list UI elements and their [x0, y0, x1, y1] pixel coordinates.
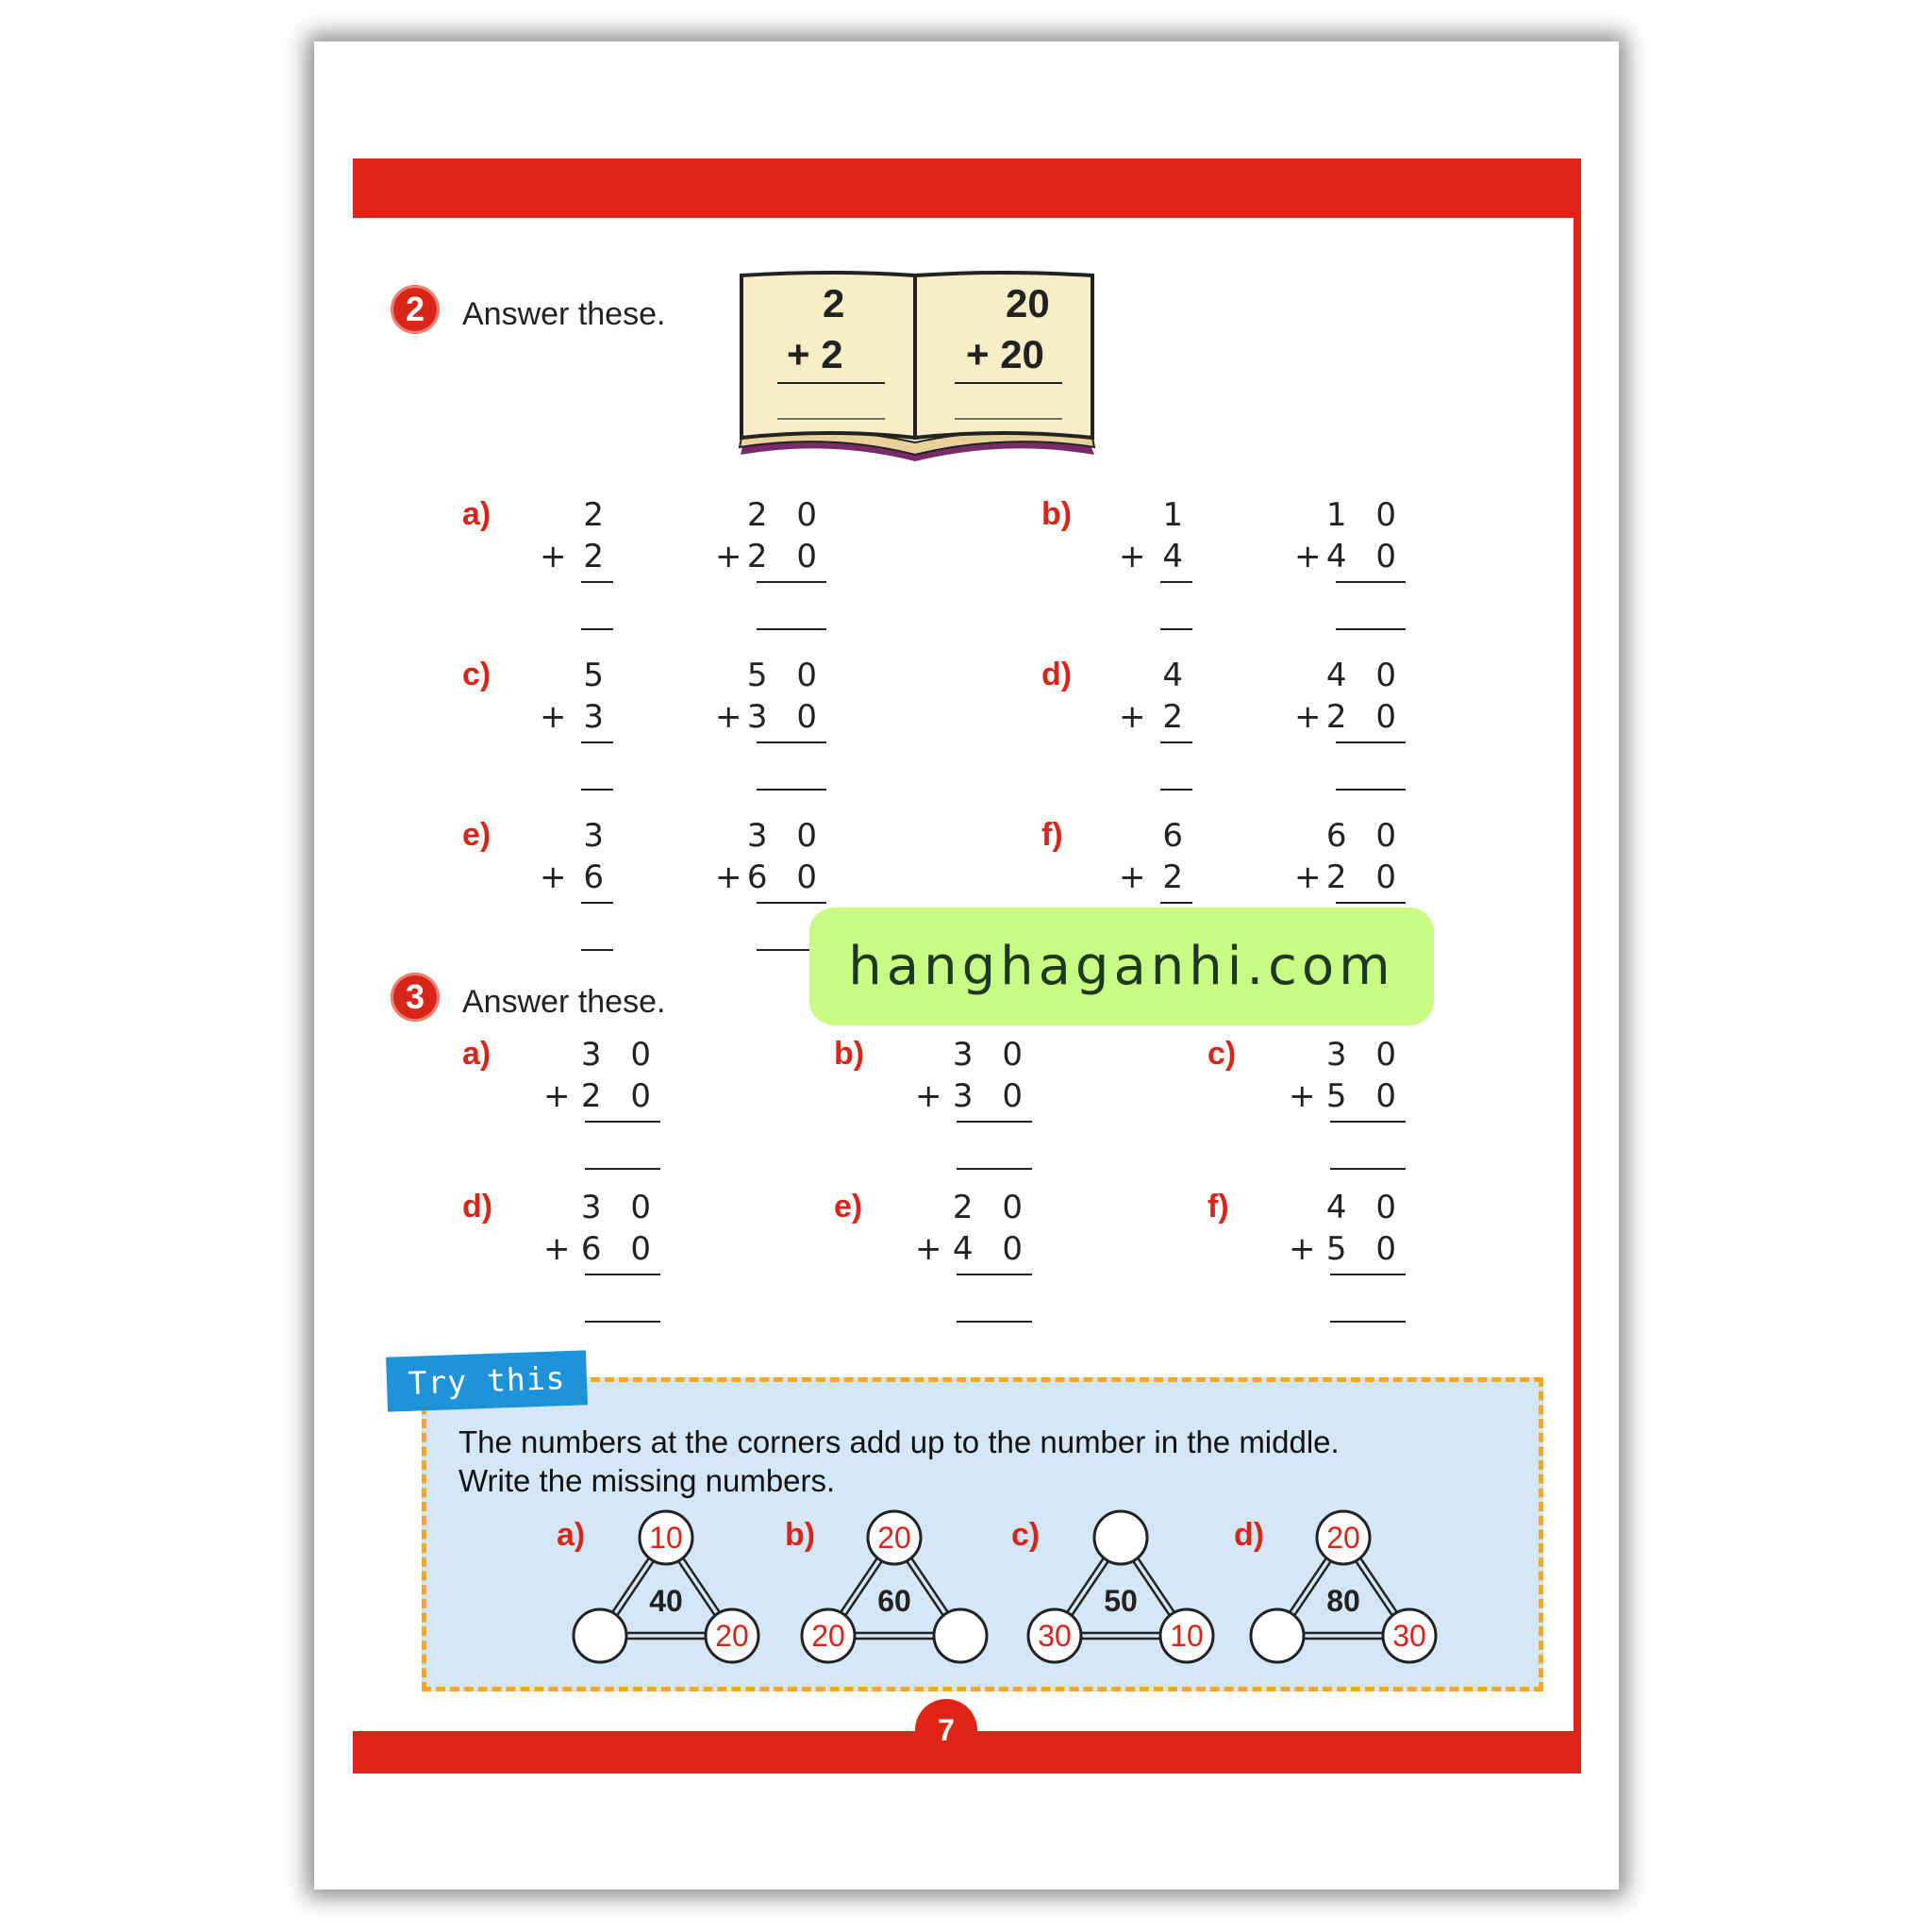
question-2-label-b: b): [1041, 496, 1073, 532]
question-3-sum-line: [1330, 1274, 1406, 1275]
example-right-bottom: + 20: [966, 332, 1044, 376]
question-2-label-c: c): [462, 657, 491, 692]
question-3-sum-line: [957, 1274, 1032, 1275]
question-2-big-sum-top: 3 0: [746, 817, 826, 855]
question-2-small-sum-line: [1160, 741, 1192, 743]
triangle-top-corner-value: 10: [649, 1521, 683, 1555]
question-3-label-e: e): [834, 1189, 863, 1224]
question-2-small-sum-answer-line: [1160, 628, 1192, 630]
question-2-big-sum-answer-line: [757, 628, 826, 630]
question-2-small-sum-bottom: 2: [583, 538, 613, 575]
question-2-small-sum-answer-line: [581, 949, 613, 951]
triangle-label: a): [557, 1517, 586, 1553]
triangle-right-corner[interactable]: [934, 1609, 987, 1662]
triangle-puzzle: [800, 1507, 989, 1668]
question-2-small-sum-answer-line: [581, 628, 613, 630]
example-book-image: [736, 268, 1100, 466]
question-2-big-sum-plus-sign: +: [715, 538, 742, 575]
question-2-small-sum-bottom: 2: [1162, 698, 1192, 736]
question-2-big-sum: [715, 657, 826, 760]
question-2-small-sum-top: 3: [583, 817, 613, 855]
top-banner: [353, 158, 1581, 218]
question-3-sum-top: 3 0: [580, 1189, 660, 1226]
question-2-big-sum-answer-line: [757, 789, 826, 791]
question-3-label-f: f): [1208, 1189, 1229, 1224]
example-left-top: 2: [823, 281, 845, 325]
question-3-sum: [1289, 1036, 1406, 1140]
question-2-big-sum-line: [1336, 741, 1406, 743]
question-3-sum-top: 2 0: [952, 1189, 1032, 1226]
question-2-big-sum: [1294, 496, 1406, 600]
question-3-prompt: Answer these.: [462, 984, 666, 1020]
question-3-sum-plus-sign: +: [915, 1230, 942, 1268]
question-2-label-a: a): [462, 496, 491, 532]
question-2-small-sum: [540, 496, 613, 600]
question-2-small-sum: [540, 657, 613, 760]
question-3-sum: [543, 1189, 660, 1292]
question-2-big-sum-line: [757, 581, 826, 583]
question-2-big-sum-bottom: 6 0: [746, 858, 826, 896]
question-2-big-sum-top: 2 0: [746, 496, 826, 534]
question-3-sum-top: 3 0: [580, 1036, 660, 1074]
question-2-big-sum-bottom: 4 0: [1325, 538, 1406, 575]
question-3-label-b: b): [834, 1036, 865, 1072]
question-2-small-sum-line: [581, 741, 613, 743]
question-2-big-sum-top: 4 0: [1325, 657, 1406, 694]
question-3-sum-answer-line: [1330, 1321, 1406, 1323]
question-2-big-sum-plus-sign: +: [1294, 538, 1322, 575]
try-this-tab: Try this: [386, 1350, 588, 1411]
question-2-small-sum: [1119, 817, 1192, 921]
question-2-big-sum-line: [757, 741, 826, 743]
question-2-big-sum-line: [757, 902, 826, 904]
question-2-label-f: f): [1041, 817, 1063, 853]
question-2-small-sum-top: 5: [583, 657, 613, 694]
question-3-label-a: a): [462, 1036, 491, 1072]
question-2-big-sum: [1294, 657, 1406, 760]
question-2-big-sum-bottom: 2 0: [746, 538, 826, 575]
question-3-sum-answer-line: [957, 1321, 1032, 1323]
question-2-big-sum-bottom: 2 0: [1325, 858, 1406, 896]
question-3-sum: [543, 1036, 660, 1140]
question-2-small-sum-top: 4: [1162, 657, 1192, 694]
question-3-sum-line: [1330, 1121, 1406, 1123]
triangle-left-corner[interactable]: [1251, 1609, 1304, 1662]
question-3-sum: [1289, 1189, 1406, 1292]
question-3-sum-plus-sign: +: [1289, 1077, 1316, 1115]
question-2-big-sum-top: 1 0: [1325, 496, 1406, 534]
question-3-sum-bottom: 6 0: [580, 1230, 660, 1268]
triangle-left-corner-value: 20: [811, 1619, 845, 1653]
question-3-sum-bottom: 4 0: [952, 1230, 1032, 1268]
question-2-big-sum: [715, 817, 826, 921]
question-2-small-sum-plus-sign: +: [1119, 538, 1146, 575]
question-2-small-sum-plus-sign: +: [1119, 698, 1146, 736]
example-left-bottom: + 2: [787, 332, 843, 376]
question-2-small-sum-top: 1: [1162, 496, 1192, 534]
triangle-puzzle: [1249, 1507, 1438, 1668]
question-2-small-sum-answer-line: [581, 789, 613, 791]
question-2-big-sum: [715, 496, 826, 600]
triangle-top-corner[interactable]: [1094, 1511, 1147, 1564]
watermark-banner: hanghaganhi.com: [809, 908, 1434, 1025]
question-3-sum-answer-line: [585, 1168, 660, 1170]
question-2-big-sum-plus-sign: +: [1294, 698, 1322, 736]
triangle-middle-value: 40: [649, 1584, 683, 1618]
question-3-label-d: d): [462, 1189, 493, 1224]
triangle-right-corner-value: 10: [1170, 1619, 1204, 1653]
question-3-sum-plus-sign: +: [543, 1230, 571, 1268]
try-this-instruction-1: The numbers at the corners add up to the number in the middle.: [458, 1424, 1340, 1459]
question-2-big-sum-line: [1336, 581, 1406, 583]
question-2-big-sum-plus-sign: +: [715, 858, 742, 896]
page-number: 7: [918, 1702, 974, 1758]
question-3-sum-line: [585, 1121, 660, 1123]
question-3-sum-plus-sign: +: [1289, 1230, 1316, 1268]
question-2-small-sum-line: [1160, 902, 1192, 904]
question-2-prompt: Answer these.: [462, 296, 666, 332]
question-2-big-sum-bottom: 2 0: [1325, 698, 1406, 736]
question-3-sum-line: [957, 1121, 1032, 1123]
triangle-right-corner-value: 20: [715, 1619, 749, 1653]
question-2-big-sum-answer-line: [1336, 789, 1406, 791]
triangle-middle-value: 60: [877, 1584, 911, 1618]
question-3-sum-plus-sign: +: [915, 1077, 942, 1115]
triangle-top-corner-value: 20: [1326, 1521, 1360, 1555]
question-3-number: 3: [391, 973, 440, 1022]
question-3-sum-answer-line: [957, 1168, 1032, 1170]
question-3-sum-bottom: 2 0: [580, 1077, 660, 1115]
question-3-sum: [915, 1189, 1032, 1292]
question-2-big-sum-answer-line: [1336, 628, 1406, 630]
question-3-label-c: c): [1208, 1036, 1237, 1072]
question-2-small-sum-answer-line: [1160, 789, 1192, 791]
question-3-sum-bottom: 3 0: [952, 1077, 1032, 1115]
question-2-big-sum-line: [1336, 902, 1406, 904]
question-2-big-sum-plus-sign: +: [715, 698, 742, 736]
question-3-sum-top: 3 0: [1325, 1036, 1406, 1074]
question-3-sum-bottom: 5 0: [1325, 1230, 1406, 1268]
question-2-big-sum-bottom: 3 0: [746, 698, 826, 736]
question-2-big-sum-plus-sign: +: [1294, 858, 1322, 896]
question-3-sum-plus-sign: +: [543, 1077, 571, 1115]
question-2-small-sum-plus-sign: +: [1119, 858, 1146, 896]
question-2-label-e: e): [462, 817, 491, 853]
question-2-small-sum-top: 6: [1162, 817, 1192, 855]
triangle-right-corner-value: 30: [1392, 1619, 1426, 1653]
question-2-small-sum-plus-sign: +: [540, 858, 567, 896]
question-2-small-sum: [1119, 657, 1192, 760]
triangle-puzzle: [572, 1507, 760, 1668]
question-2-small-sum-top: 2: [583, 496, 613, 534]
question-2-small-sum-bottom: 6: [583, 858, 613, 896]
question-3-sum-top: 4 0: [1325, 1189, 1406, 1226]
question-2-small-sum-plus-sign: +: [540, 698, 567, 736]
question-3-sum-bottom: 5 0: [1325, 1077, 1406, 1115]
question-2-big-sum: [1294, 817, 1406, 921]
question-2-big-sum-top: 6 0: [1325, 817, 1406, 855]
question-3-sum-answer-line: [1330, 1168, 1406, 1170]
triangle-top-corner-value: 20: [877, 1521, 911, 1555]
question-2-small-sum-bottom: 4: [1162, 538, 1192, 575]
question-2-small-sum-line: [581, 581, 613, 583]
triangle-middle-value: 80: [1326, 1584, 1360, 1618]
triangle-middle-value: 50: [1104, 1584, 1138, 1618]
question-3-sum-top: 3 0: [952, 1036, 1032, 1074]
triangle-puzzle: [1026, 1507, 1215, 1668]
question-3-sum-answer-line: [585, 1321, 660, 1323]
question-2-small-sum: [1119, 496, 1192, 600]
question-3-sum-line: [585, 1274, 660, 1275]
question-2-label-d: d): [1041, 657, 1073, 692]
question-2-small-sum-plus-sign: +: [540, 538, 567, 575]
question-2-small-sum-bottom: 2: [1162, 858, 1192, 896]
example-right-top: 20: [1006, 281, 1050, 325]
question-2-big-sum-top: 5 0: [746, 657, 826, 694]
question-2-small-sum-bottom: 3: [583, 698, 613, 736]
triangle-label: c): [1011, 1517, 1041, 1553]
triangle-label: b): [785, 1517, 816, 1553]
triangle-left-corner-value: 30: [1038, 1619, 1072, 1653]
question-2-small-sum-line: [1160, 581, 1192, 583]
question-2-small-sum-line: [581, 902, 613, 904]
question-3-sum: [915, 1036, 1032, 1140]
question-2-number: 2: [391, 285, 440, 334]
try-this-instruction-2: Write the missing numbers.: [458, 1463, 836, 1498]
triangle-left-corner[interactable]: [574, 1609, 626, 1662]
triangle-label: d): [1234, 1517, 1265, 1553]
question-2-small-sum: [540, 817, 613, 921]
